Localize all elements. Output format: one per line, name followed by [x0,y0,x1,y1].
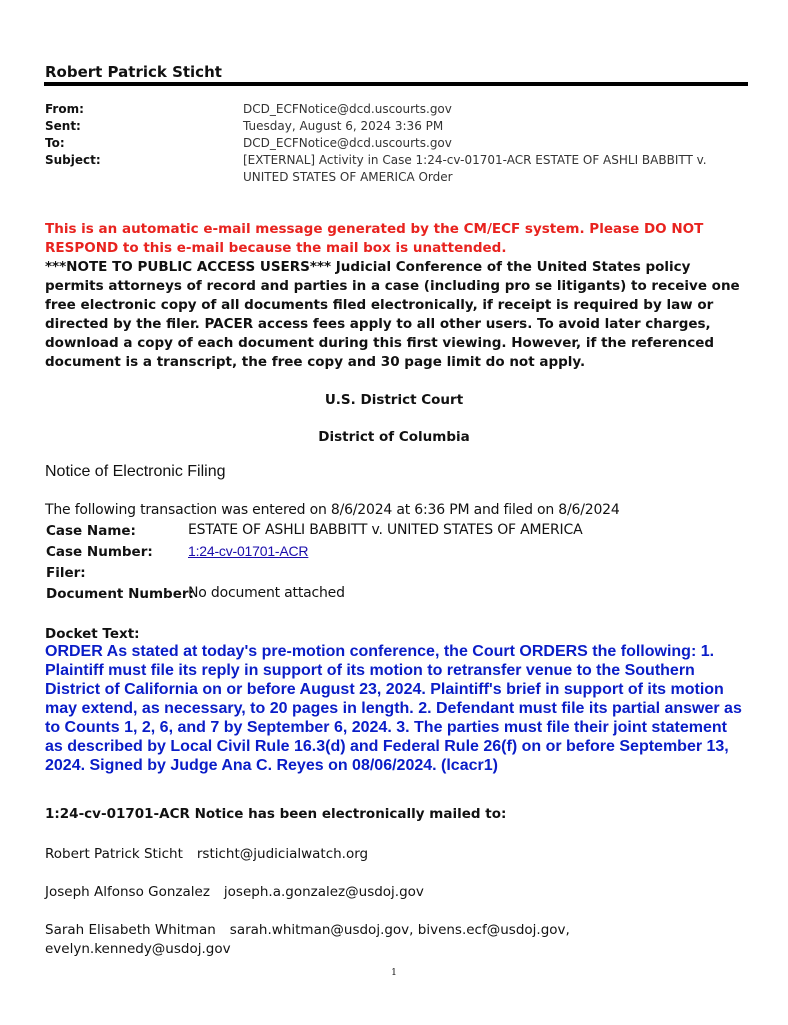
header-divider [44,82,748,86]
docket-text: ORDER As stated at today's pre-motion conference, the Court ORDERS the following: 1. Plaintiff must file its reply in support of its motion to retransfer venue to the Southern District of California on or before August 23, 2024. Plaintiff's brief in support of its motion may extend, as necessary, to 20 pages in length. 2. Defendant must file its partial answer as to Counts 1, 2, 6, and 7 by September 6, 2024. 3. The parties must file their joint statement as described by Local Civil Rule 16.3(d) and Federal Rule 26(f) on or before September 13, 2024. Signed by Judge Ana C. Reyes on 08/06/2024. (lcacr1) [45,643,742,774]
subject-value: [EXTERNAL] Activity in Case 1:24-cv-01701-ACR ESTATE OF ASHLI BABBITT v. UNITED STATES OF AMERICA Order [243,153,707,184]
recipient-email: sarah.whitman@usdoj.gov, bivens.ecf@usdoj.gov, evelyn.kennedy@usdoj.gov [45,922,570,957]
sent-label: Sent: [45,119,81,133]
sender-name: Robert Patrick Sticht [45,63,222,81]
mailed-heading: 1:24-cv-01701-ACR Notice has been electronically mailed to: [45,806,507,822]
court-name: U.S. District Court [324,392,464,408]
case-number-label: Case Number: [46,544,153,560]
recipient-name: Sarah Elisabeth Whitman [45,922,216,938]
notice-title: Notice of Electronic Filing [45,463,226,480]
document-number-value: No document attached [188,585,345,601]
page-number: 1 [391,968,397,978]
subject-label: Subject: [45,153,101,167]
docket-text-label: Docket Text: [45,626,140,642]
document-number-label: Document Number: [46,586,194,602]
from-value: DCD_ECFNotice@dcd.uscourts.gov [243,102,452,116]
recipient-row [45,883,745,902]
case-name-value: ESTATE OF ASHLI BABBITT v. UNITED STATES OF AMERICA [188,522,583,538]
from-label: From: [45,102,84,116]
auto-message-warning: This is an automatic e-mail message generated by the CM/ECF system. Please DO NOT RESPOND to this e-mail because the mail box is unattended. [45,221,704,256]
sent-value: Tuesday, August 6, 2024 3:36 PM [243,119,444,133]
district-name: District of Columbia [318,429,470,445]
recipient-name: Robert Patrick Sticht [45,846,183,862]
transaction-line: The following transaction was entered on 8/6/2024 at 6:36 PM and filed on 8/6/2024 [45,502,620,518]
recipient-row [45,845,745,864]
recipient-name: Joseph Alfonso Gonzalez [45,884,210,900]
to-value: DCD_ECFNotice@dcd.uscourts.gov [243,136,452,150]
recipient-email: joseph.a.gonzalez@usdoj.gov [223,884,424,900]
recipient-email: rsticht@judicialwatch.org [196,846,369,862]
to-label: To: [45,136,65,150]
case-name-label: Case Name: [46,523,136,539]
filer-label: Filer: [46,565,86,581]
recipient-row [45,921,605,959]
case-number-link[interactable]: 1:24-cv-01701-ACR [188,543,309,559]
public-access-note: ***NOTE TO PUBLIC ACCESS USERS*** Judicial Conference of the United States policy permits attorneys of record and parties in a case (including pro se litigants) to receive one free electronic copy of all documents filed electronically, if receipt is required by law or directed by the filer. PACER access fees apply to all other users. To avoid later charges, download a copy of each document during this first viewing. However, if the referenced document is a transcript, the free copy and 30 page limit do not apply. [45,259,740,370]
